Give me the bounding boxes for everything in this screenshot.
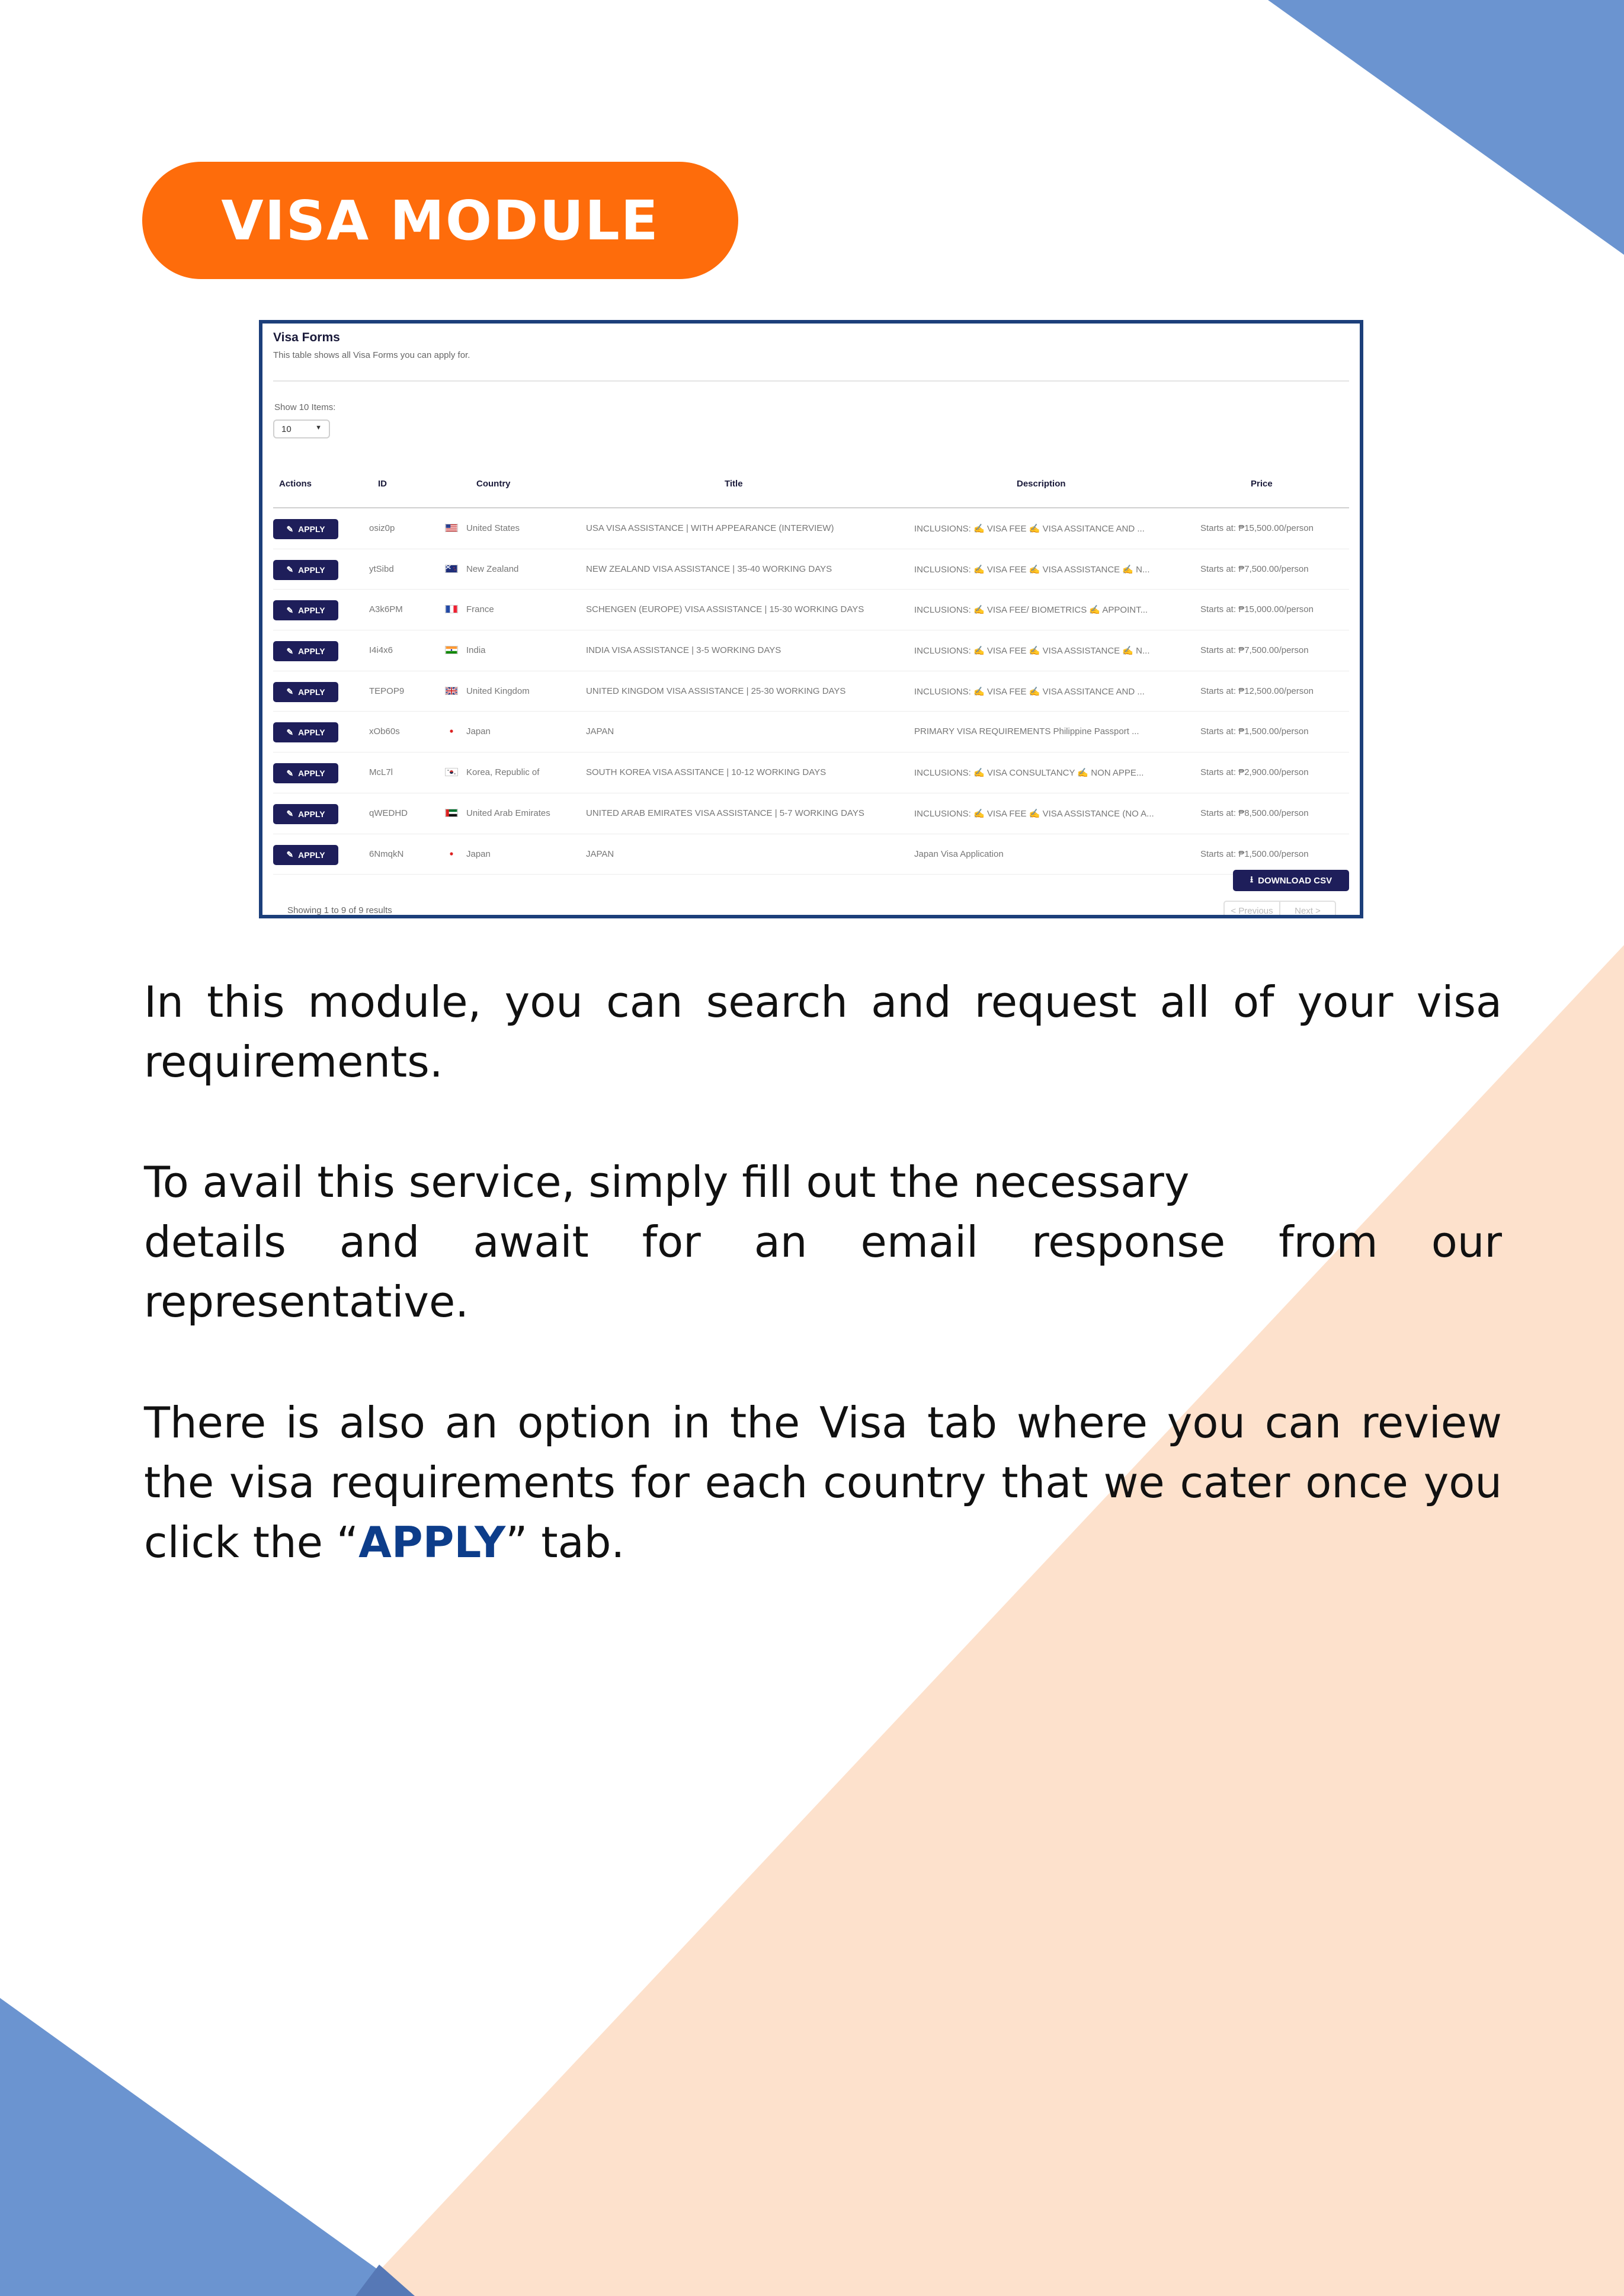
row-description: INCLUSIONS: ✍ VISA FEE ✍ VISA ASSITANCE AND ... — [914, 524, 1145, 534]
row-title: JAPAN — [586, 848, 614, 859]
row-description: INCLUSIONS: ✍ VISA FEE ✍ VISA ASSITANCE AND ... — [914, 686, 1145, 697]
apply-button[interactable]: ✎ APPLY — [273, 560, 338, 580]
apply-highlight: APPLY — [358, 1517, 506, 1567]
paragraph-avail — [144, 1152, 1502, 1332]
column-header-id[interactable]: ID — [378, 479, 387, 489]
table-row — [273, 834, 1349, 875]
pencil-icon: ✎ — [286, 565, 294, 575]
us-flag-icon — [445, 524, 458, 532]
pencil-icon: ✎ — [286, 646, 294, 656]
page-size-value: 10 — [281, 424, 292, 434]
row-description: Japan Visa Application — [914, 848, 1004, 859]
row-id: McL7l — [369, 767, 393, 778]
apply-button[interactable]: ✎ APPLY — [273, 519, 338, 539]
row-price: Starts at: ₱2,900.00/person — [1200, 767, 1309, 778]
apply-button[interactable]: ✎ APPLY — [273, 682, 338, 702]
table-body — [262, 508, 1360, 875]
kr-flag-icon — [445, 768, 458, 776]
section-title: VISA MODULE — [221, 188, 659, 252]
pencil-icon: ✎ — [286, 605, 294, 615]
table-subtitle: This table shows all Visa Forms you can apply for. — [273, 350, 470, 360]
row-price: Starts at: ₱1,500.00/person — [1200, 848, 1309, 859]
paragraph-avail-rest: details and await for an email response from our representative. — [144, 1217, 1502, 1327]
paragraph-option — [144, 1393, 1502, 1573]
apply-button[interactable]: ✎ APPLY — [273, 600, 338, 620]
row-title: INDIA VISA ASSISTANCE | 3-5 WORKING DAYS — [586, 645, 781, 656]
ae-flag-icon — [445, 809, 458, 817]
row-id: qWEDHD — [369, 808, 408, 818]
apply-button[interactable]: ✎ APPLY — [273, 804, 338, 824]
row-id: 6NmqkN — [369, 848, 404, 859]
row-country: India — [466, 645, 486, 656]
nz-flag-icon — [445, 565, 458, 573]
paragraph-option-text: There is also an option in the Visa tab where you can review the visa requirements for each country that we cater once you click the “ — [144, 1398, 1502, 1567]
row-country: New Zealand — [466, 563, 519, 574]
peach-triangle — [355, 945, 1624, 2296]
table-row — [273, 671, 1349, 712]
apply-button[interactable]: ✎ APPLY — [273, 641, 338, 661]
pencil-icon: ✎ — [286, 687, 294, 697]
column-header-actions[interactable]: Actions — [279, 479, 312, 489]
row-price: Starts at: ₱7,500.00/person — [1200, 563, 1309, 574]
row-country: Japan — [466, 726, 491, 737]
results-summary: Showing 1 to 9 of 9 results — [287, 905, 392, 915]
table-row — [273, 590, 1349, 630]
divider — [273, 380, 1349, 382]
column-header-price[interactable]: Price — [1251, 479, 1273, 489]
row-price: Starts at: ₱15,000.00/person — [1200, 604, 1314, 615]
download-icon: ⭳ — [1250, 874, 1254, 885]
download-csv-button[interactable]: ⭳ DOWNLOAD CSV — [1233, 870, 1349, 891]
paragraph-avail-line1: To avail this service, simply fill out the necessary — [144, 1157, 1190, 1207]
caret-down-icon: ▼ — [315, 424, 322, 431]
table-row — [273, 793, 1349, 834]
pencil-icon: ✎ — [286, 809, 294, 819]
row-country: France — [466, 604, 494, 615]
row-id: I4i4x6 — [369, 645, 393, 656]
paragraph-intro: In this module, you can search and request all of your visa requirements. — [144, 977, 1502, 1087]
pencil-icon: ✎ — [286, 727, 294, 737]
table-row — [273, 752, 1349, 793]
row-price: Starts at: ₱8,500.00/person — [1200, 808, 1309, 818]
jp-flag-icon — [445, 850, 458, 858]
pencil-icon: ✎ — [286, 524, 294, 534]
row-id: TEPOP9 — [369, 686, 405, 696]
page-size-label: Show 10 Items: — [274, 402, 336, 412]
row-title: USA VISA ASSISTANCE | WITH APPEARANCE (INTERVIEW) — [586, 523, 834, 533]
row-country: United Kingdom — [466, 686, 530, 696]
previous-page-button[interactable]: < Previous — [1231, 905, 1273, 916]
bottom-left-corner-triangle — [0, 1998, 415, 2296]
column-header-description[interactable]: Description — [1017, 479, 1066, 489]
row-title: SCHENGEN (EUROPE) VISA ASSISTANCE | 15-30 WORKING DAYS — [586, 604, 864, 615]
row-country: United Arab Emirates — [466, 808, 550, 818]
row-description: INCLUSIONS: ✍ VISA FEE/ BIOMETRICS ✍ APPOINT... — [914, 605, 1148, 616]
apply-button[interactable]: ✎ APPLY — [273, 763, 338, 783]
fr-flag-icon — [445, 605, 458, 613]
table-row — [273, 630, 1349, 671]
row-id: osiz0p — [369, 523, 395, 533]
pencil-icon: ✎ — [286, 850, 294, 859]
table-row — [273, 712, 1349, 752]
row-price: Starts at: ₱15,500.00/person — [1200, 523, 1314, 533]
page-size-select[interactable] — [273, 420, 330, 438]
row-country: Japan — [466, 848, 491, 859]
row-description: INCLUSIONS: ✍ VISA FEE ✍ VISA ASSISTANCE (NO A... — [914, 808, 1154, 819]
table-title: Visa Forms — [273, 331, 340, 344]
row-description: INCLUSIONS: ✍ VISA FEE ✍ VISA ASSISTANCE ✍ N... — [914, 646, 1150, 657]
apply-button[interactable]: ✎ APPLY — [273, 722, 338, 742]
pagination — [1223, 901, 1336, 918]
table-row — [273, 508, 1349, 549]
row-description: INCLUSIONS: ✍ VISA CONSULTANCY ✍ NON APPE... — [914, 768, 1144, 779]
row-price: Starts at: ₱1,500.00/person — [1200, 726, 1309, 737]
jp-flag-icon — [445, 727, 458, 735]
next-page-button[interactable]: Next > — [1279, 902, 1335, 918]
row-price: Starts at: ₱12,500.00/person — [1200, 686, 1314, 696]
column-header-country[interactable]: Country — [476, 479, 511, 489]
row-title: SOUTH KOREA VISA ASSITANCE | 10-12 WORKING DAYS — [586, 767, 827, 778]
paragraph-option-end: ” tab. — [505, 1517, 625, 1567]
section-title-pill — [142, 162, 738, 279]
row-country: Korea, Republic of — [466, 767, 540, 778]
top-right-corner-triangle — [1268, 0, 1624, 255]
apply-button[interactable]: ✎ APPLY — [273, 845, 338, 865]
row-description: PRIMARY VISA REQUIREMENTS Philippine Passport ... — [914, 726, 1139, 737]
row-title: NEW ZEALAND VISA ASSISTANCE | 35-40 WORKING DAYS — [586, 563, 832, 574]
visa-forms-screenshot — [259, 320, 1363, 918]
in-flag-icon — [445, 646, 458, 654]
row-description: INCLUSIONS: ✍ VISA FEE ✍ VISA ASSISTANCE ✍ N... — [914, 564, 1150, 575]
row-title: JAPAN — [586, 726, 614, 737]
uk-flag-icon — [445, 687, 458, 695]
row-id: A3k6PM — [369, 604, 403, 615]
row-id: xOb60s — [369, 726, 400, 737]
row-price: Starts at: ₱7,500.00/person — [1200, 645, 1309, 656]
pencil-icon: ✎ — [286, 768, 294, 778]
table-row — [273, 549, 1349, 590]
row-id: ytSibd — [369, 563, 394, 574]
column-header-title[interactable]: Title — [725, 479, 743, 489]
row-country: United States — [466, 523, 520, 533]
row-title: UNITED KINGDOM VISA ASSISTANCE | 25-30 WORKING DAYS — [586, 686, 846, 696]
row-title: UNITED ARAB EMIRATES VISA ASSISTANCE | 5-7 WORKING DAYS — [586, 808, 864, 818]
